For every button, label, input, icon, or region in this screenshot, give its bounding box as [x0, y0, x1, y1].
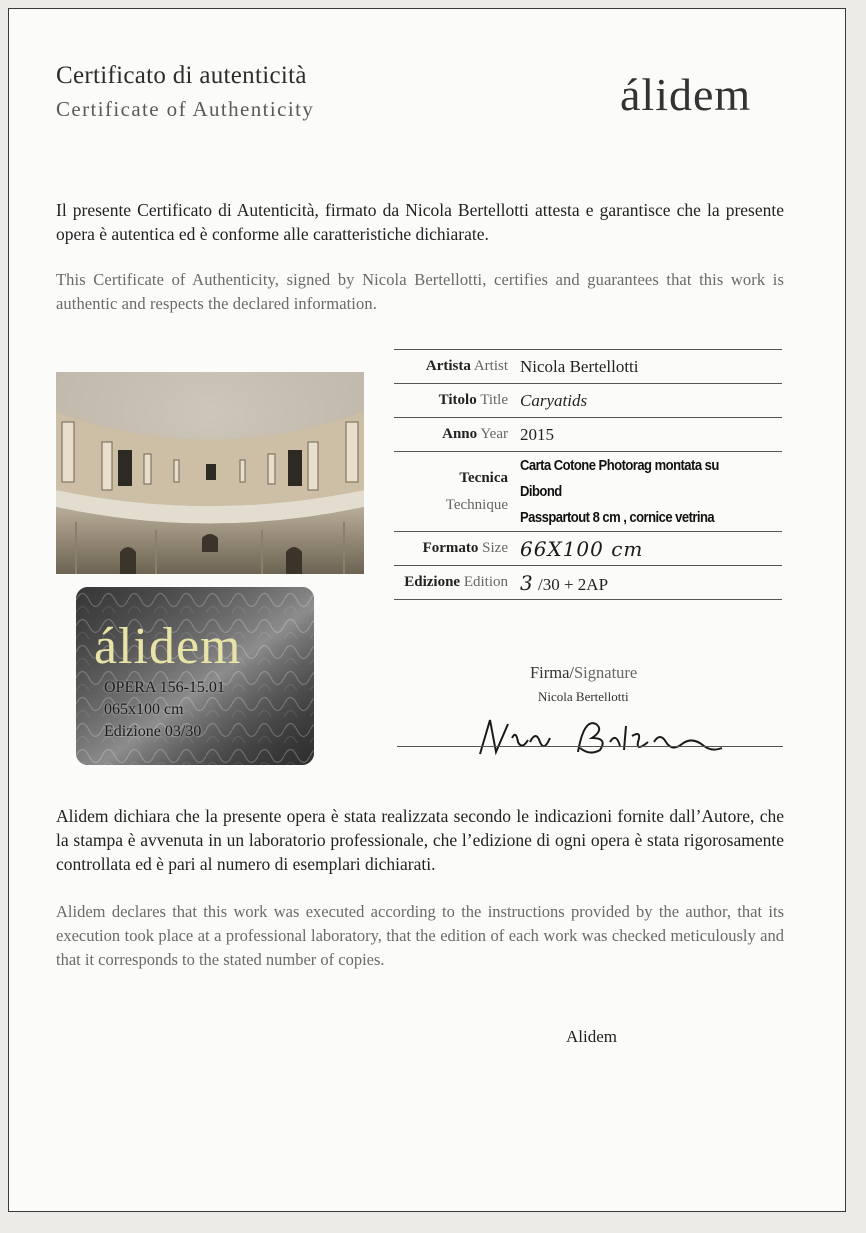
hologram-logo: álidem [94, 618, 242, 675]
alidem-signoff: Alidem [566, 1027, 617, 1046]
technique-value [520, 453, 756, 531]
format-value: 66X100 cm [520, 536, 644, 561]
year-label: Anno Year [442, 426, 508, 442]
intro-paragraph-it: Il presente Certificato di Autenticità, firmato da Nicola Bertellotti attesta e garantisce che la presente opera è autentica ed è conforme alle caratteristiche dichiarate. [56, 200, 784, 244]
info-row-year [394, 418, 782, 452]
signature-label: Firma/Signature [530, 663, 638, 682]
signature-line [397, 746, 783, 747]
artwork-photo [56, 372, 364, 574]
edition-number: 3 [520, 570, 534, 595]
artist-label: Artista Artist [425, 358, 508, 374]
artist-value: Nicola Bertellotti [520, 356, 639, 376]
technique-value-line2: Passpartout 8 cm , cornice vetrina [520, 509, 715, 526]
certificate-title-en: Certificate of Authenticity [56, 97, 315, 121]
title-value: Caryatids [520, 390, 588, 410]
intro-paragraph-en: This Certificate of Authenticity, signed by Nicola Bertellotti, certifies and guarantees that this work is authentic and respects the declared information. [56, 270, 784, 313]
title-label: Titolo Title [438, 392, 508, 408]
year-value: 2015 [520, 424, 554, 444]
declaration-paragraph-it: Alidem dichiara che la presente opera è stata realizzata secondo le indicazioni fornite dall’Autore, che la stampa è avvenuta in un laboratorio professionale, che l’edizione di ogni opera è stata rigorosamente controllata ed è pari al numero di esemplari dichiarati. [56, 806, 784, 874]
hologram-edition: Edizione 03/30 [104, 723, 202, 740]
hologram-size: 065x100 cm [104, 701, 184, 718]
signature-name: Nicola Bertellotti [538, 689, 629, 704]
technique-value-line1: Carta Cotone Photorag montata su Dibond [520, 457, 719, 500]
info-row-format [394, 532, 782, 566]
edition-label: Edizione Edition [404, 574, 508, 590]
technique-label: Tecnica Technique [445, 469, 508, 513]
hologram-opera-number: OPERA 156-15.01 [104, 679, 225, 696]
format-label: Formato Size [422, 540, 508, 556]
info-row-technique [394, 452, 782, 532]
info-row-edition [394, 566, 782, 600]
info-row-artist [394, 350, 782, 384]
info-row-title [394, 384, 782, 418]
hologram-sticker [76, 587, 314, 765]
alidem-logo: álidem [620, 69, 752, 120]
certificate-title-it: Certificato di autenticità [56, 62, 307, 89]
edition-total: /30 + 2AP [537, 574, 609, 594]
artwork-info-table [394, 349, 782, 600]
handwritten-signature [460, 712, 760, 760]
declaration-paragraph-en: Alidem declares that this work was executed according to the instructions provided by the author, that its execution took place at a professional laboratory, that the edition of each work was checked meticulously and that it corresponds to the stated number of copies. [56, 902, 784, 969]
edition-value [520, 571, 782, 595]
